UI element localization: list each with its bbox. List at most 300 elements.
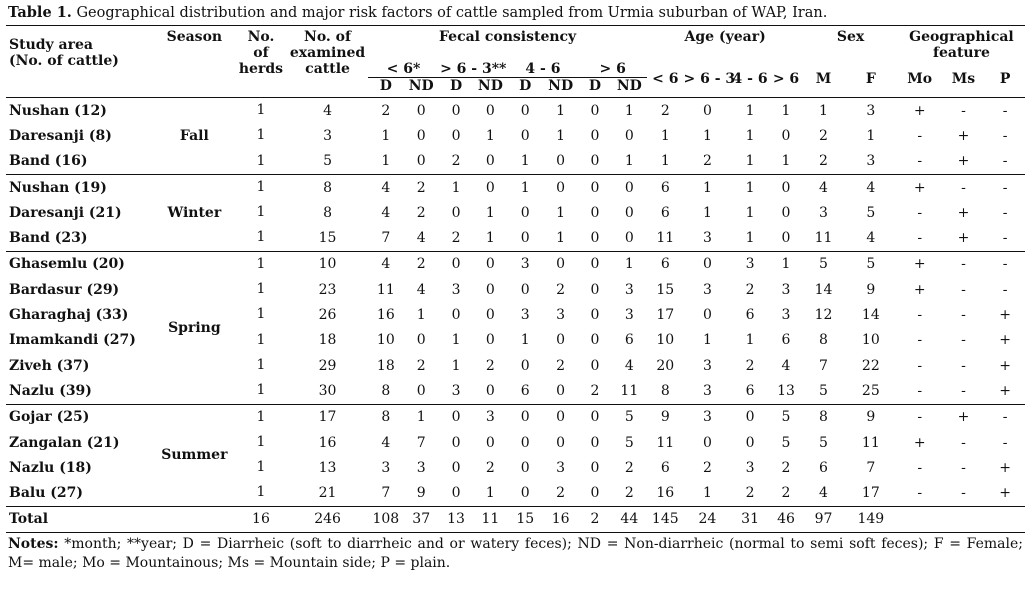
fecal-cell: 0 [416,332,426,349]
geo-cell: - [985,174,1025,200]
study-area-cell: Zangalan (21) [9,434,120,451]
age-cell: 3 [731,251,768,277]
sex-cell: 14 [814,281,833,298]
fecal-cell: 0 [590,153,600,170]
notes-text: *month; **year; D = Diarrheic (soft to diarrheic and or watery feces); ND = Non-diarrheic (normal to semi soft feces); F = Female; M= male; Mo = Mountainous; Ms = Mountain side; P = plain. [8,536,1023,572]
d-header: D [588,78,602,94]
herds-cell: 1 [256,204,266,221]
age-cell: 9 [647,404,683,430]
sex-cell: 1 [866,127,876,144]
herds-cell: 1 [256,433,266,450]
total-fecal-cell: 16 [543,506,578,532]
sex-cell: 8 [819,332,828,349]
herds-cell: 1 [256,127,266,144]
age-cell: 16 [656,485,675,502]
examined-cell: 15 [318,230,337,247]
age-cell: 0 [731,404,768,430]
total-fecal-cell: 37 [404,506,439,532]
header-herds: No. of herds [238,29,284,77]
age-cell: 0 [702,307,712,324]
header-fecal: Fecal consistency [438,29,577,45]
fecal-cell: 0 [473,174,507,200]
sex-cell: 5 [819,382,828,399]
sex-cell: 12 [814,307,833,324]
fecal-cell: 0 [451,307,461,324]
age-cell: 3 [781,281,791,298]
fecal-cell: 1 [381,153,391,170]
sex-cell: 17 [861,485,880,502]
study-area-cell: Daresanji (21) [9,204,122,221]
age-cell: 2 [745,281,755,298]
sex-cell: 5 [803,251,844,277]
geo-cell: - [917,153,923,170]
geo-cell: - [942,174,986,200]
fecal-cell: 18 [376,357,395,374]
study-area-cell: Nushan (19) [6,174,154,200]
fecal-cell: 0 [416,382,426,399]
fecal-cell: 3 [520,307,530,324]
sex-cell: 3 [844,98,898,124]
fecal-cell: 2 [416,357,426,374]
sex-cell: 4 [866,230,876,247]
fecal-cell: 1 [556,204,566,221]
total-geo-cell [985,506,1025,532]
fecal-cell: 7 [381,230,391,247]
age-cell: 1 [745,153,755,170]
fecal-cell: 0 [485,307,495,324]
sex-cell: 3 [866,153,876,170]
fecal-cell: 0 [578,98,611,124]
fecal-cell: 0 [520,485,530,502]
age-cell: 1 [745,204,755,221]
fecal-cell: 1 [451,332,461,349]
geo-group-header: Mo [907,71,933,87]
fecal-cell: 2 [368,98,403,124]
geo-group-header: Ms [951,71,976,87]
fecal-cell: 2 [451,153,461,170]
geo-cell: - [961,357,966,374]
table-row [6,251,1025,277]
fecal-cell: 0 [520,434,530,451]
herds-cell: 1 [235,404,287,430]
fecal-cell: 3 [416,459,426,476]
geo-cell: - [917,127,923,144]
study-area-cell: Daresanji (8) [9,127,112,144]
sex-cell: 8 [803,404,844,430]
geo-cell: - [1002,127,1008,144]
geo-cell: - [1002,230,1008,247]
geo-cell: - [942,251,986,277]
geo-cell: - [985,251,1025,277]
herds-cell: 1 [235,174,287,200]
fecal-cell: 2 [416,204,426,221]
geo-cell: + [957,230,970,247]
fecal-cell: 1 [404,404,439,430]
study-area-cell: Band (16) [9,153,88,170]
fecal-cell: 0 [543,404,578,430]
age-cell: 1 [660,153,670,170]
geo-cell: + [999,485,1011,502]
fecal-cell: 4 [416,230,426,247]
age-cell: 1 [745,230,755,247]
fecal-cell: 0 [485,153,495,170]
fecal-cell: 2 [404,174,439,200]
fecal-cell: 3 [556,459,566,476]
age-cell: 3 [702,382,712,399]
fecal-cell: 0 [590,204,600,221]
total-sex-cell: 149 [844,506,898,532]
fecal-cell: 1 [612,251,647,277]
age-cell: 15 [656,281,675,298]
fecal-cell: 0 [520,127,530,144]
geo-cell: - [917,459,923,476]
sex-group-header: F [865,71,876,87]
geo-cell: - [917,204,923,221]
age-cell: 17 [656,307,675,324]
fecal-cell: 0 [404,98,439,124]
sex-cell: 5 [844,251,898,277]
header-examined: No. of examined cattle [289,29,366,77]
fecal-cell: 0 [485,434,495,451]
study-area-cell: Nazlu (39) [9,382,92,399]
total-examined-cell: 246 [287,506,368,532]
total-herds-cell: 16 [235,506,287,532]
fecal-cell: 2 [556,357,566,374]
fecal-cell: 2 [556,281,566,298]
fecal-cell: 1 [543,98,578,124]
fecal-cell: 2 [624,485,634,502]
geo-cell: - [917,230,923,247]
study-area-cell: Gharaghaj (33) [9,307,129,324]
herds-cell: 1 [256,356,266,373]
examined-cell: 13 [318,459,337,476]
age-cell: 4 [781,357,791,374]
examined-cell: 3 [323,127,333,144]
fecal-cell: 7 [381,485,391,502]
herds-cell: 1 [235,98,287,124]
geo-cell: - [942,98,986,124]
fecal-cell: 0 [590,434,600,451]
fecal-cell: 4 [368,251,403,277]
examined-cell: 10 [287,251,368,277]
age-cell: 6 [647,174,683,200]
age-cell: 1 [781,153,791,170]
fecal-cell: 0 [520,357,530,374]
table-row [6,404,1025,430]
table-header [6,26,1025,98]
fecal-cell: 1 [485,127,495,144]
age-cell: 1 [731,98,768,124]
sex-cell: 4 [803,174,844,200]
herds-cell: 1 [235,251,287,277]
fecal-cell: 0 [473,251,507,277]
fecal-cell: 9 [416,485,426,502]
fecal-cell: 2 [556,485,566,502]
herds-cell: 1 [256,306,266,323]
fecal-cell: 0 [520,281,530,298]
fecal-cell: 0 [543,251,578,277]
season-cell: Spring [154,251,235,404]
geo-cell: + [999,357,1011,374]
fecal-cell: 8 [381,382,391,399]
fecal-cell: 0 [590,459,600,476]
fecal-cell: 4 [381,204,391,221]
fecal-group-header: < 6* [368,61,439,78]
sex-cell: 9 [844,404,898,430]
examined-cell: 29 [318,357,337,374]
study-area-cell: Band (23) [9,230,88,247]
age-cell: 0 [781,127,791,144]
geo-cell: - [961,332,966,349]
sex-cell: 1 [803,98,844,124]
examined-cell: 5 [323,153,333,170]
total-fecal-cell: 2 [578,506,611,532]
total-label: Total [6,506,154,532]
fecal-cell: 0 [485,382,495,399]
age-cell: 11 [656,434,675,451]
table-row [6,98,1025,124]
examined-cell: 8 [287,174,368,200]
total-fecal-cell: 11 [473,506,507,532]
header-season: Season [166,29,223,45]
geo-cell: + [913,434,926,451]
fecal-cell: 2 [485,357,495,374]
fecal-cell: 0 [556,434,566,451]
study-area-cell: Ghasemlu (20) [6,251,154,277]
total-sex-cell: 97 [803,506,844,532]
examined-cell: 16 [318,434,337,451]
fecal-cell: 1 [485,485,495,502]
fecal-cell: 0 [451,204,461,221]
age-cell: 0 [683,98,731,124]
fecal-cell: 3 [451,382,461,399]
header-study-area: Study area (No. of cattle) [9,37,119,70]
age-cell: 2 [702,459,712,476]
nd-header: ND [616,78,642,94]
fecal-group-header: > 6 - 3** [440,61,507,77]
sex-cell: 7 [819,357,828,374]
fecal-cell: 0 [556,332,566,349]
data-table [6,25,1025,533]
geo-cell: - [917,307,923,324]
fecal-cell: 0 [451,485,461,502]
season-cell: Winter [154,174,235,251]
age-cell: 3 [781,307,791,324]
herds-cell: 1 [256,229,266,246]
age-cell: 3 [702,230,712,247]
fecal-cell: 6 [520,382,530,399]
fecal-cell: 1 [556,230,566,247]
fecal-cell: 4 [368,174,403,200]
age-cell: 1 [731,174,768,200]
fecal-cell: 2 [624,459,634,476]
fecal-cell: 11 [620,382,639,399]
fecal-cell: 1 [381,127,391,144]
sex-group-header: M [815,71,832,87]
study-area-cell: Nushan (12) [6,98,154,124]
geo-cell: + [913,281,926,298]
age-cell: 6 [745,382,755,399]
fecal-cell: 0 [508,404,543,430]
fecal-cell: 0 [451,459,461,476]
study-area-cell: Gojar (25) [6,404,154,430]
fecal-cell: 3 [473,404,507,430]
herds-cell: 1 [256,484,266,501]
fecal-cell: 2 [404,251,439,277]
sex-cell: 25 [861,382,880,399]
herds-cell: 1 [256,152,266,169]
fecal-cell: 1 [624,153,634,170]
sex-cell: 7 [866,459,876,476]
age-cell: 10 [656,332,675,349]
fecal-cell: 0 [520,230,530,247]
age-cell: 6 [745,307,755,324]
fecal-cell: 0 [416,127,426,144]
examined-cell: 8 [323,204,333,221]
fecal-cell: 0 [485,281,495,298]
age-cell: 2 [745,485,755,502]
fecal-cell: 0 [624,204,634,221]
age-cell: 13 [777,382,795,399]
fecal-cell: 2 [451,230,461,247]
age-cell: 3 [702,281,712,298]
fecal-cell: 0 [590,127,600,144]
age-cell: 3 [702,357,712,374]
age-cell: 20 [656,357,675,374]
fecal-cell: 5 [624,434,634,451]
geo-cell: + [957,127,970,144]
fecal-cell: 0 [578,174,611,200]
age-group-header: 4 - 6 [732,71,768,87]
age-cell: 8 [660,382,670,399]
sex-cell: 5 [866,204,876,221]
d-header: D [519,78,532,94]
geo-cell: - [961,434,966,451]
fecal-cell: 0 [556,153,566,170]
study-area-cell: Imamkandi (27) [9,332,136,349]
fecal-cell: 2 [590,382,600,399]
fecal-group-header: > 6 [578,61,647,78]
sex-cell: 9 [866,281,876,298]
age-cell: 1 [660,127,670,144]
geo-cell: - [985,98,1025,124]
age-cell: 1 [769,251,803,277]
sex-cell: 6 [819,459,828,476]
age-cell: 3 [745,459,755,476]
examined-cell: 30 [318,382,337,399]
header-geo: Geographical feature [909,29,1014,61]
fecal-cell: 0 [590,281,600,298]
fecal-cell: 1 [485,204,495,221]
fecal-cell: 0 [578,251,611,277]
total-geo-cell [898,506,942,532]
geo-cell: - [961,281,966,298]
total-row [6,506,1025,532]
fecal-cell: 1 [556,127,566,144]
age-cell: 1 [683,174,731,200]
herds-cell: 1 [256,281,266,298]
geo-cell: - [898,404,942,430]
age-cell: 1 [702,127,712,144]
fecal-cell: 0 [624,230,634,247]
geo-cell: - [961,307,966,324]
fecal-cell: 0 [590,357,600,374]
season-cell: Fall [154,98,235,175]
study-area-cell: Ziveh (37) [9,357,90,374]
header-sex: Sex [836,29,865,45]
table-caption [8,4,1027,22]
fecal-cell: 3 [451,281,461,298]
examined-cell: 4 [287,98,368,124]
sex-cell: 11 [814,230,833,247]
geo-cell: + [999,307,1011,324]
geo-cell: - [1002,281,1008,298]
total-age-cell: 24 [683,506,731,532]
fecal-cell: 0 [439,98,473,124]
geo-cell: - [1002,434,1008,451]
examined-cell: 18 [318,332,337,349]
fecal-cell: 3 [556,307,566,324]
age-cell: 6 [660,459,670,476]
fecal-group-header: 4 - 6 [508,61,579,78]
fecal-cell: 1 [612,98,647,124]
fecal-cell: 2 [485,459,495,476]
fecal-cell: 3 [624,307,634,324]
geo-cell: + [999,382,1011,399]
fecal-cell: 8 [368,404,403,430]
geo-cell: - [961,459,966,476]
geo-group-header: P [999,71,1011,87]
total-age-cell: 145 [647,506,683,532]
total-fecal-cell: 15 [508,506,543,532]
fecal-cell: 5 [612,404,647,430]
sex-cell: 11 [861,434,880,451]
age-cell: 6 [781,332,791,349]
sex-cell: 5 [819,434,828,451]
age-cell: 0 [781,230,791,247]
total-geo-cell [942,506,986,532]
fecal-cell: 0 [590,332,600,349]
fecal-cell: 3 [508,251,543,277]
age-cell: 5 [781,434,791,451]
fecal-cell: 0 [473,98,507,124]
geo-cell: - [917,332,923,349]
fecal-cell: 0 [508,98,543,124]
geo-cell: + [898,251,942,277]
fecal-cell: 10 [376,332,395,349]
age-cell: 1 [769,98,803,124]
geo-cell: + [999,459,1011,476]
total-fecal-cell: 108 [368,506,403,532]
geo-cell: - [917,485,923,502]
geo-cell: + [942,404,986,430]
notes-label: Notes: [8,536,59,553]
geo-cell: - [985,404,1025,430]
fecal-cell: 3 [381,459,391,476]
study-area-cell: Nazlu (18) [9,459,92,476]
age-cell: 2 [702,153,712,170]
geo-cell: + [957,153,970,170]
age-cell: 6 [660,204,670,221]
fecal-cell: 0 [520,459,530,476]
examined-cell: 23 [318,281,337,298]
sex-cell: 10 [861,332,880,349]
d-header: D [379,78,392,94]
sex-cell: 4 [819,485,828,502]
fecal-cell: 4 [416,281,426,298]
geo-cell: - [917,357,923,374]
age-cell: 3 [683,404,731,430]
